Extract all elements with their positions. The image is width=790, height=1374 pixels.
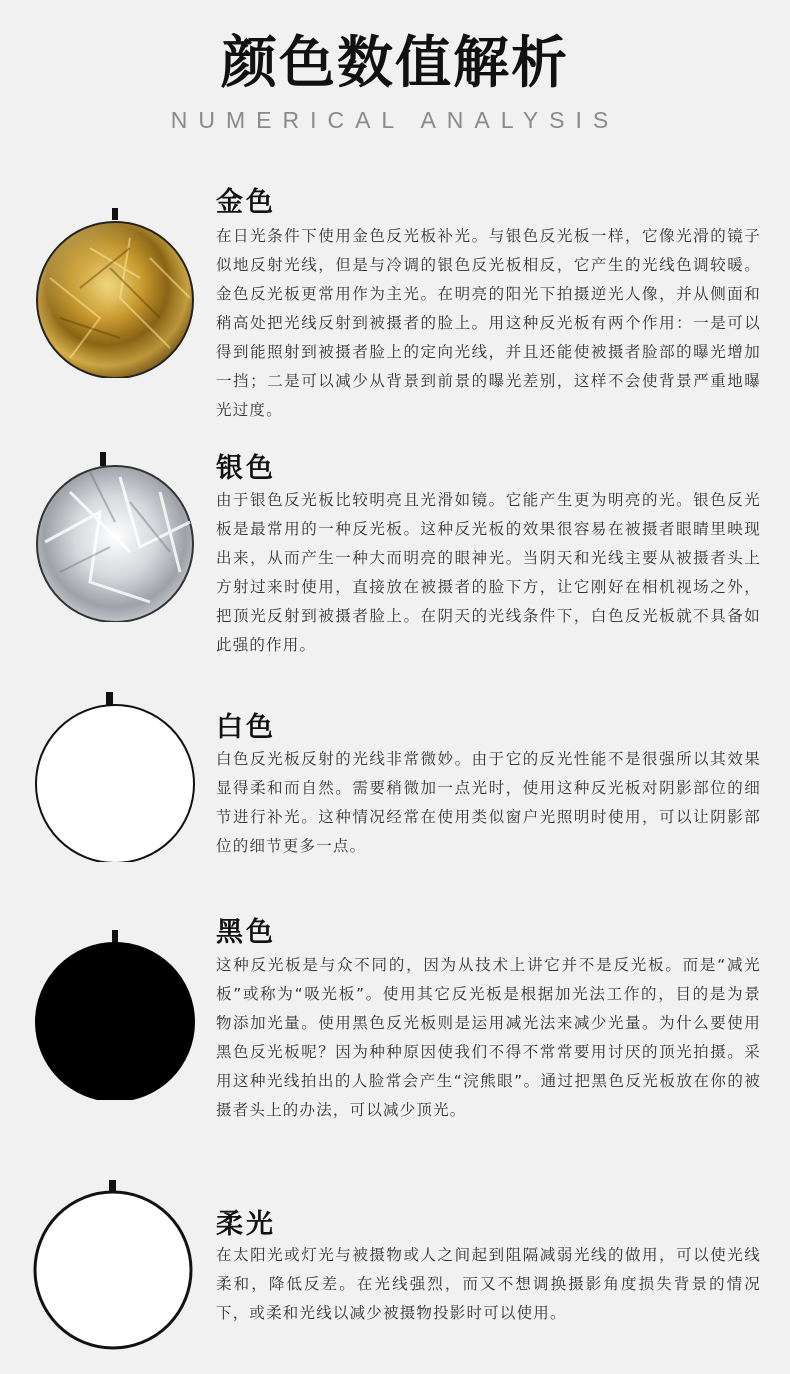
section-heading: 金色 [216,187,276,218]
section-heading: 黑色 [216,917,276,948]
black-reflector-disc-icon [30,930,200,1100]
section-text: 在日光条件下使用金色反光板补光。与银色反光板一样，它像光滑的镜子似地反射光线，但是与冷调的银色反光板相反，它产生的光线色调较暖。金色反光板更常用作为主光。在明亮的阳光下拍摄逆光人像，并从侧面和稍高处把光线反射到被摄者的脸上。用这种反光板有两个作用：一是可以得到能照射到被摄者脸上的定向光线，并且还能使被摄者脸部的曝光增加一挡；二是可以减少从背景到前景的曝光差别，这样不会使背景严重地曝光过度。 [216,227,761,419]
section-text: 由于银色反光板比较明亮且光滑如镜。它能产生更为明亮的光。银色反光板是最常用的一种反光板。这种反光板的效果很容易在被摄者眼睛里映现出来，从而产生一种大而明亮的眼神光。当阴天和光线主要从被摄者头上方射过来时使用，直接放在被摄者的脸下方，让它刚好在相机视场之外，把顶光反射到被摄者脸上。在阴天的光线条件下，白色反光板就不具备如此强的作用。 [216,491,761,654]
silver-reflector-disc-icon [30,452,200,622]
section-heading: 银色 [216,453,276,484]
section-text: 白色反光板反射的光线非常微妙。由于它的反光性能不是很强所以其效果显得柔和而自然。需要稍微加一点光时，使用这种反光板对阴影部位的细节进行补光。这种情况经常在使用类似窗户光照明时使用，可以让阴影部位的细节更多一点。 [216,750,761,855]
gold-reflector-disc-icon [30,208,200,378]
section-text: 在太阳光或灯光与被摄物或人之间起到阻隔减弱光线的做用，可以使光线柔和，降低反差。在光线强烈，而又不想调换摄影角度损失背景的情况下，或柔和光线以减少被摄物投影时可以使用。 [216,1246,761,1322]
diffuser-reflector-disc-icon [30,1180,200,1350]
page-subtitle: NUMERICAL ANALYSIS [170,107,620,133]
white-reflector-disc-icon [30,692,200,862]
section-text: 这种反光板是与众不同的，因为从技术上讲它并不是反光板。而是“减光板”或称为“吸光板”。使用其它反光板是根据加光法工作的，目的是为景物添加光量。使用黑色反光板则是运用减光法来减少光量。为什么要使用黑色反光板呢？因为种种原因使我们不得不常常要用讨厌的顶光拍摄。采用这种光线拍出的人脸常会产生“浣熊眼”。通过把黑色反光板放在你的被摄者头上的办法，可以减少顶光。 [216,956,761,1119]
section-heading: 白色 [216,712,276,743]
page-title: 颜色数值解析 [221,31,569,96]
section-heading: 柔光 [216,1209,276,1240]
